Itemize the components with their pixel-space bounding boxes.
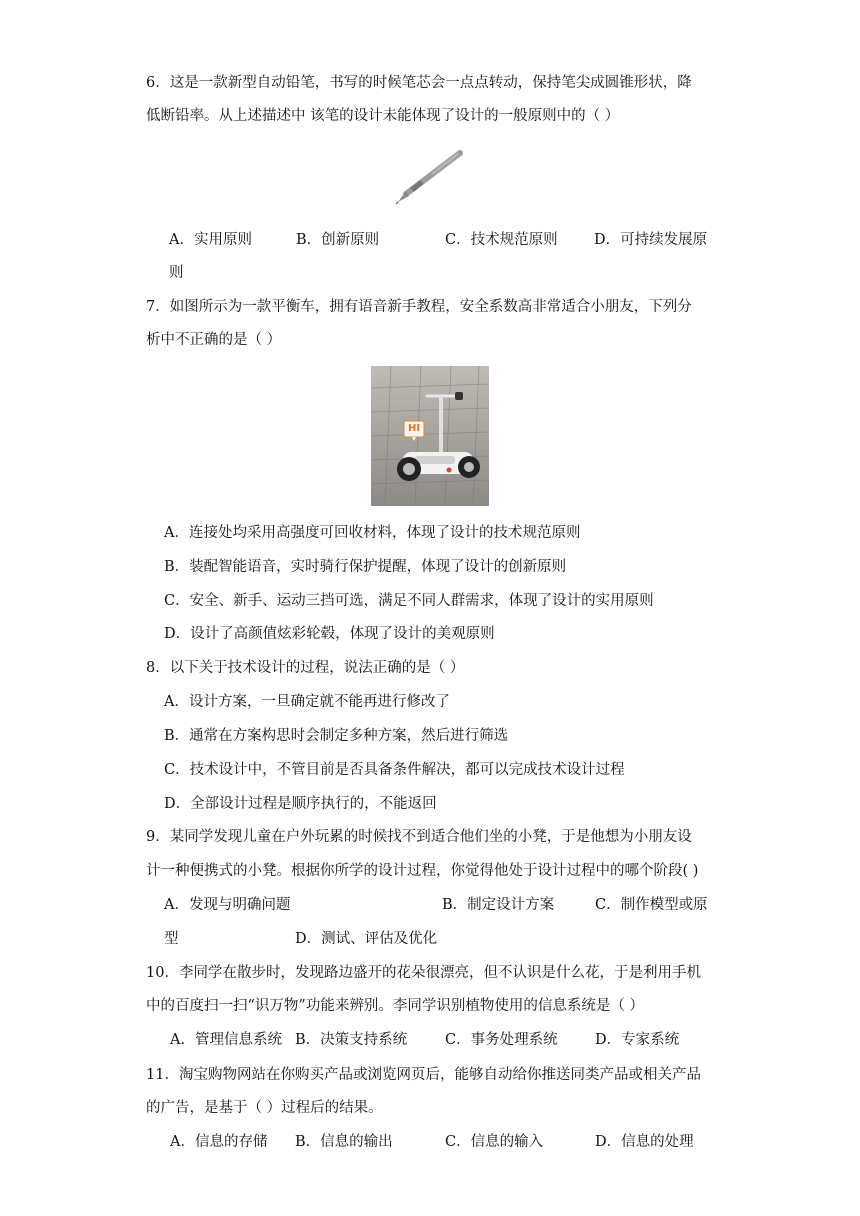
q10-option-c: C．事务处理系统 xyxy=(445,1032,558,1048)
q6-stem-line2: 低断铅率。从上述描述中 该笔的设计未能体现了设计的一般原则中的（ ） xyxy=(146,108,620,124)
q9-stem-line2: 计一种便携式的小凳。根据你所学的设计过程，你觉得他处于设计过程中的哪个阶段( ) xyxy=(146,863,699,879)
q9-option-c-wrap: 型 xyxy=(164,931,179,947)
q10-stem-line2: 中的百度扫一扫“识万物”功能来辨别。李同学识别植物使用的信息系统是（ ） xyxy=(146,998,644,1014)
q6-stem-line1: 6．这是一款新型自动铅笔，书写的时候笔芯会一点点转动，保持笔尖成圆锥形状，降 xyxy=(146,75,692,91)
q11-option-b: B．信息的输出 xyxy=(295,1134,393,1150)
q8-option-c: C．技术设计中，不管目前是否具备条件解决，都可以完成技术设计过程 xyxy=(164,762,625,778)
q7-option-b: B．装配智能语音，实时骑行保护提醒，体现了设计的创新原则 xyxy=(164,559,567,575)
q9-option-b: B．制定设计方案 xyxy=(442,897,555,913)
q11-stem-line1: 11．淘宝购物网站在你购买产品或浏览网页后，能够自动给你推送同类产品或相关产品 xyxy=(146,1067,701,1083)
q11-option-c: C．信息的输入 xyxy=(445,1134,544,1150)
q7-option-d: D．设计了高颜值炫彩轮毂，体现了设计的美观原则 xyxy=(164,626,495,642)
mechanical-pencil-image xyxy=(392,150,464,206)
q8-option-a: A．设计方案，一旦确定就不能再进行修改了 xyxy=(164,694,450,710)
q9-option-d: D．测试、评估及优化 xyxy=(295,931,438,947)
q11-option-d: D．信息的处理 xyxy=(595,1134,694,1150)
q7-option-a: A．连接处均采用高强度可回收材料，体现了设计的技术规范原则 xyxy=(164,525,581,541)
q10-stem-line1: 10．李同学在散步时，发现路边盛开的花朵很漂亮，但不认识是什么花，于是利用手机 xyxy=(146,965,701,981)
q10-option-a: A．管理信息系统 xyxy=(170,1032,282,1048)
q9-option-c: C．制作模型或原 xyxy=(595,897,708,913)
q10-option-b: B．决策支持系统 xyxy=(295,1032,408,1048)
scooter-hi-label: HI xyxy=(407,423,421,434)
q9-stem-line1: 9．某同学发现儿童在户外玩累的时候找不到适合他们坐的小凳，于是他想为小朋友设 xyxy=(146,829,692,845)
q7-stem-line2: 析中不正确的是（ ） xyxy=(146,332,282,348)
q6-option-a: A．实用原则 xyxy=(169,232,252,248)
q9-option-a: A．发现与明确问题 xyxy=(164,897,291,913)
q6-option-c: C．技术规范原则 xyxy=(445,232,558,248)
q7-option-c: C．安全、新手、运动三挡可选，满足不同人群需求，体现了设计的实用原则 xyxy=(164,593,654,609)
q7-stem-line1: 7．如图所示为一款平衡车，拥有语音新手教程，安全系数高非常适合小朋友，下列分 xyxy=(146,299,692,315)
q8-option-d: D．全部设计过程是顺序执行的，不能返回 xyxy=(164,796,437,812)
q11-stem-line2: 的广告，是基于（ ）过程后的结果。 xyxy=(146,1100,383,1116)
balance-scooter-image xyxy=(371,366,489,506)
q6-option-d: D．可持续发展原 xyxy=(594,232,708,248)
q6-option-b: B．创新原则 xyxy=(296,232,380,248)
q11-option-a: A．信息的存储 xyxy=(170,1134,268,1150)
q8-option-b: B．通常在方案构思时会制定多种方案，然后进行筛选 xyxy=(164,728,509,744)
q10-option-d: D．专家系统 xyxy=(595,1032,680,1048)
q6-option-d-wrap: 则 xyxy=(169,265,184,281)
q8-stem-line1: 8．以下关于技术设计的过程，说法正确的是（ ） xyxy=(146,660,465,676)
